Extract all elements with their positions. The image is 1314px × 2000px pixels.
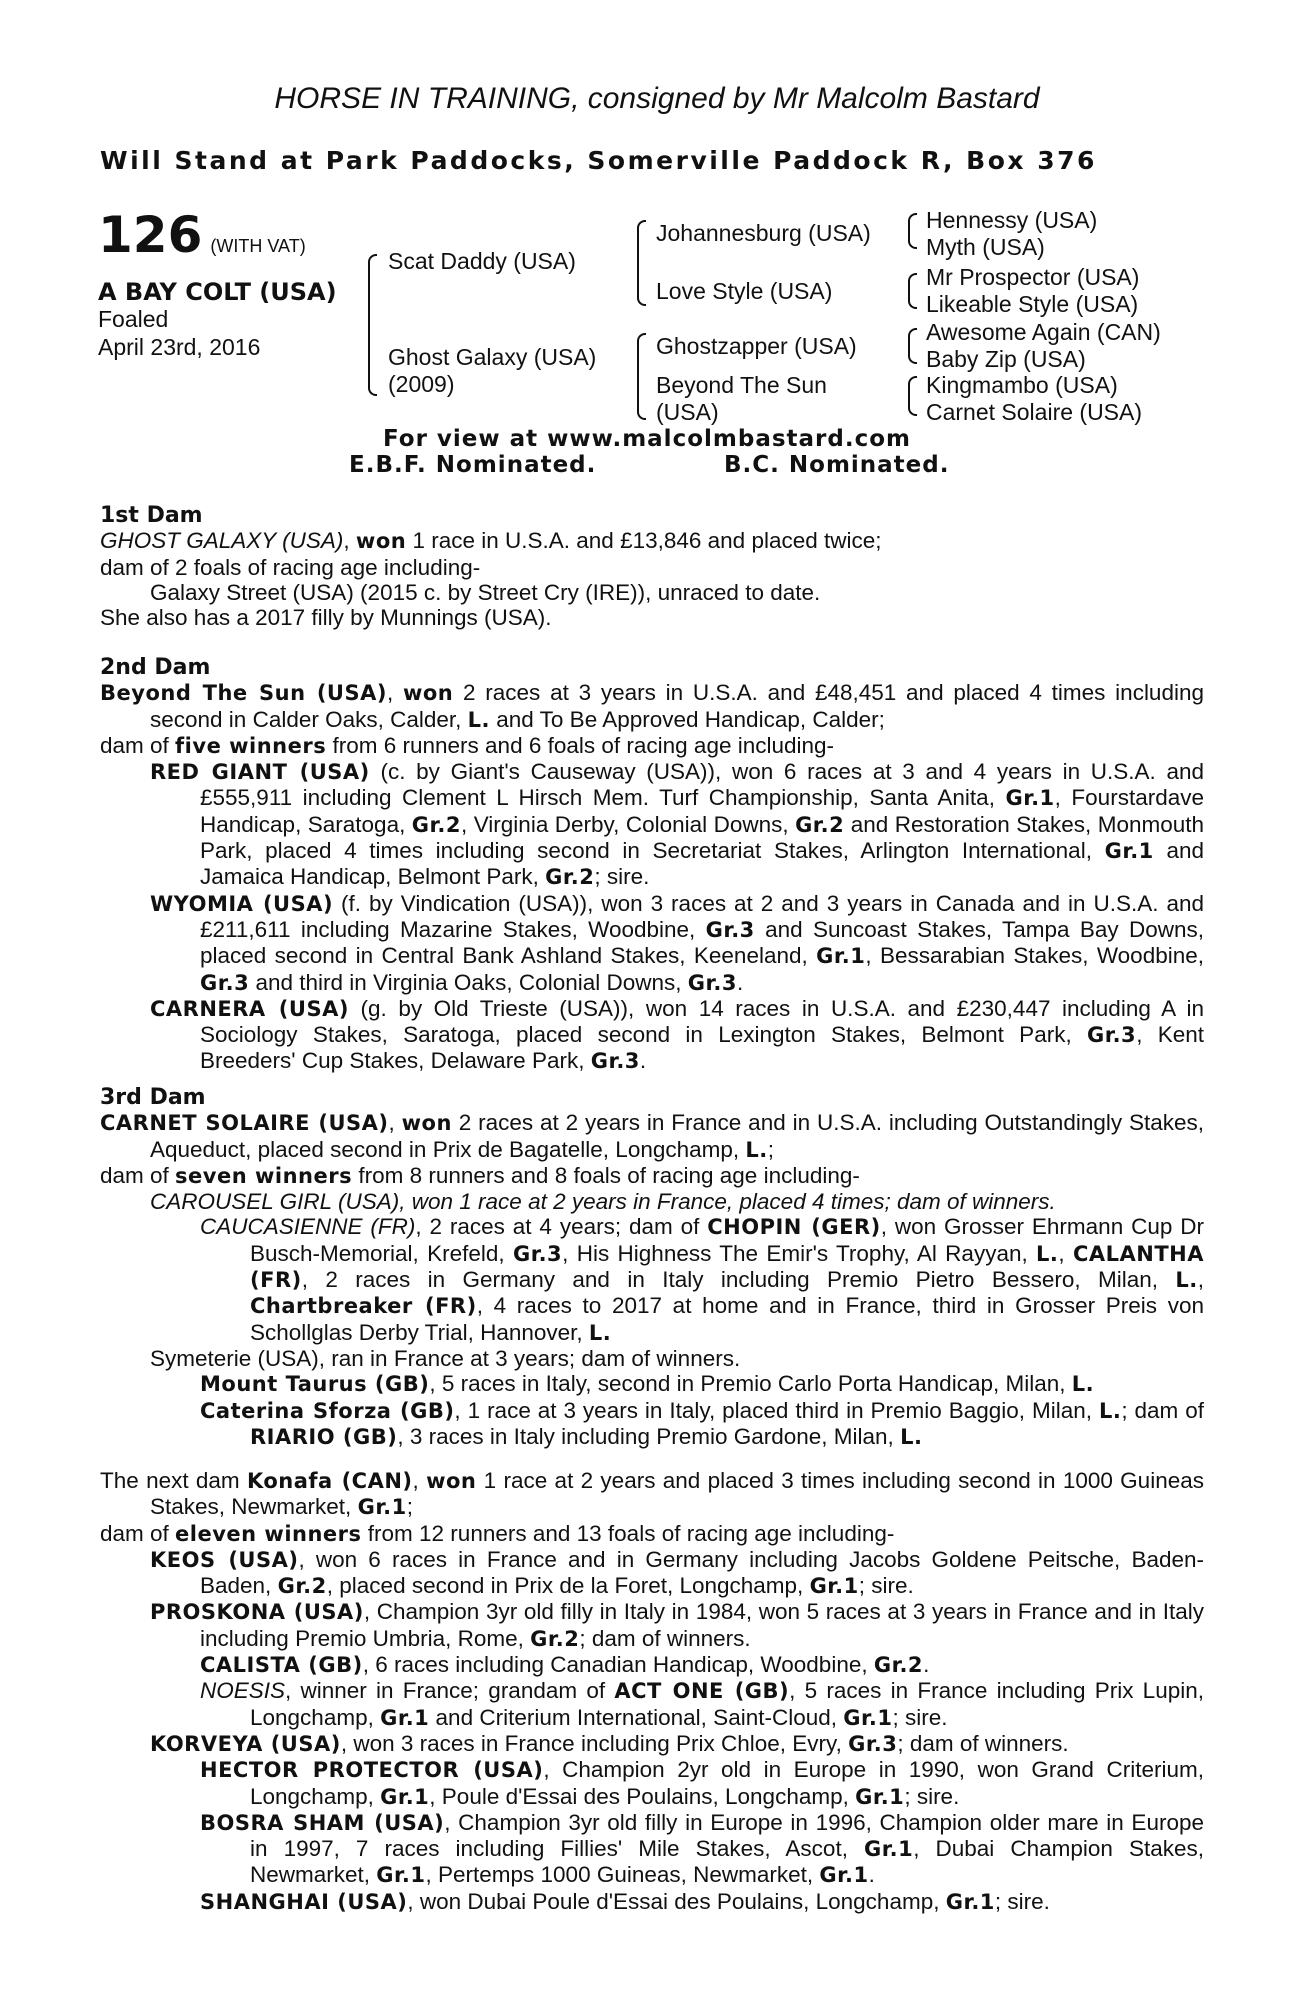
text-run: , won 3 races in France including Prix Chloe, Evry, — [340, 1730, 849, 1756]
pedigree-g3-5: Awesome Again (CAN) — [926, 319, 1161, 345]
bold-run: SHANGHAI (USA) — [200, 1889, 408, 1914]
third-dam-record — [100, 1110, 1204, 1163]
text-run: , Virginia Derby, Colonial Downs, — [461, 811, 796, 837]
bold-run: Konafa (CAN) — [246, 1469, 413, 1493]
text-run: . — [868, 1862, 875, 1888]
text-run: ; sire. — [904, 1783, 960, 1809]
pedigree-g3-3: Mr Prospector (USA) — [926, 264, 1140, 290]
italic-run: GHOST GALAXY (USA) — [100, 528, 344, 554]
bold-run: RIARIO (GB) — [250, 1424, 398, 1449]
bold-run: L. — [1175, 1268, 1198, 1293]
bold-run: L. — [900, 1424, 923, 1449]
bold-run: won — [355, 529, 407, 554]
text-run: , Kent Breeders' Cup Stakes, Delaware Park, — [200, 1022, 1205, 1074]
section-heading: 1st Dam — [100, 503, 203, 528]
text-run: , placed second in Prix de la Foret, Longchamp, — [326, 1573, 810, 1599]
bold-run: Beyond The Sun (USA) — [100, 681, 387, 706]
horse-description: A BAY COLT (USA) — [98, 278, 337, 306]
text-run: and Suncoast Stakes, Tampa Bay Downs, placed second in Central Bank Ashland Stakes, Keeneland, — [200, 916, 1204, 969]
bold-run: L. — [745, 1137, 768, 1162]
pedigree-g3-6: Baby Zip (USA) — [926, 346, 1086, 372]
first-dam-produce-intro — [100, 555, 1204, 580]
italic-run: NOESIS — [200, 1678, 286, 1704]
bold-run: Gr.1 — [843, 1705, 893, 1730]
first-dam-note — [100, 605, 1204, 630]
pedigree-g3-7: Kingmambo (USA) — [926, 372, 1118, 398]
produce-noesis — [100, 1678, 1204, 1731]
bold-run: KORVEYA (USA) — [150, 1731, 341, 1756]
next-dam-produce-intro — [100, 1521, 1204, 1547]
bold-run: PROSKONA (USA) — [150, 1600, 364, 1625]
first-dam-section — [100, 503, 1204, 630]
text-run: , 6 races including Canadian Handicap, Woodbine, — [362, 1652, 874, 1678]
bold-run: RED GIANT (USA) — [150, 760, 370, 785]
bold-run: won — [426, 1469, 477, 1493]
text-run: 2 races at 2 years in France and in U.S.A. including Outstandingly Stakes, Aqueduct, placed second in Prix de Bagatelle, Longchamp, — [150, 1110, 1205, 1162]
bold-run: KEOS (USA) — [150, 1547, 299, 1572]
text-run: . — [736, 969, 744, 995]
text-run: (g. by Old Trieste (USA)), won 14 races in U.S.A. and £230,447 including A in Sociology Stakes, Saratoga, placed second in Lexington Stakes, Belmont Park, — [200, 995, 1204, 1048]
text-run: and Jamaica Handicap, Belmont Park, — [200, 838, 1205, 890]
text-run: Symeterie (USA), ran in France at 3 years; dam of winners. — [150, 1345, 741, 1371]
text-run: ; — [406, 1494, 414, 1520]
pedigree-sire: Scat Daddy (USA) — [388, 248, 576, 274]
bold-run: won — [402, 681, 454, 706]
text-run: , — [343, 528, 356, 554]
bc-nomination: B.C. Nominated. — [724, 452, 950, 478]
pedigree-dam-line2: (2009) — [388, 371, 455, 397]
bold-run: Chartbreaker (FR) — [250, 1294, 477, 1319]
italic-run: , won 1 race at 2 years in France, placed 4 times; dam of winners. — [399, 1189, 1056, 1215]
bold-run: Gr.2 — [545, 865, 595, 890]
produce-calista — [100, 1652, 1204, 1678]
viewing-url: For view at www.malcolmbastard.com — [383, 426, 911, 452]
bold-run: WYOMIA (USA) — [150, 891, 334, 916]
bold-run: Caterina Sforza (GB) — [200, 1398, 455, 1423]
bold-run: Mount Taurus (GB) — [200, 1372, 430, 1397]
bold-run: CARNET SOLAIRE (USA) — [100, 1111, 389, 1136]
pedigree-g3-8: Carnet Solaire (USA) — [926, 399, 1143, 425]
text-run: and Criterium International, Saint-Cloud, — [429, 1704, 844, 1730]
text-run: dam of — [100, 1162, 176, 1188]
second-dam-record — [100, 680, 1204, 733]
text-run: , 5 races in France including Prix Lupin, Longchamp, — [250, 1678, 1204, 1730]
bold-run: Gr.2 — [530, 1626, 580, 1651]
produce-caterina-sforza — [100, 1398, 1204, 1451]
section-heading: 2nd Dam — [100, 655, 211, 680]
next-dam-section — [100, 1468, 1204, 1915]
bold-run: Gr.2 — [277, 1574, 327, 1599]
bold-run: BOSRA SHAM (USA) — [200, 1810, 445, 1835]
produce-wyomia — [100, 891, 1204, 996]
produce-red-giant — [100, 759, 1204, 890]
bold-run: Gr.3 — [1086, 1023, 1137, 1048]
text-run: She also has a 2017 filly by Munnings (USA). — [100, 605, 552, 631]
ebf-nomination: E.B.F. Nominated. — [349, 452, 597, 478]
pedigree-brace-sire — [637, 220, 646, 306]
text-run: Galaxy Street (USA) (2015 c. by Street Cry (IRE)), unraced to date. — [150, 579, 821, 605]
bold-run: Gr.1 — [816, 944, 866, 969]
text-run: . — [639, 1048, 647, 1074]
text-run: dam of — [100, 1520, 176, 1546]
bold-run: won — [401, 1111, 452, 1136]
text-run: ; sire. — [594, 864, 650, 890]
lot-number: 126 — [98, 206, 203, 264]
bold-run: Gr.3 — [512, 1241, 563, 1266]
bold-run: Gr.3 — [200, 970, 250, 995]
text-run: , Fourstardave Handicap, Saratoga, — [200, 785, 1204, 837]
foaled-label: Foaled — [98, 306, 169, 332]
text-run: , His Highness The Emir's Trophy, Al Rayyan, — [562, 1240, 1037, 1266]
italic-run: CAROUSEL GIRL (USA) — [150, 1189, 400, 1215]
bold-run: L. — [1036, 1241, 1059, 1266]
bold-run: Gr.1 — [380, 1705, 430, 1730]
bold-run: Gr.1 — [809, 1574, 859, 1599]
text-run: 1 race at 2 years and placed 3 times including second in 1000 Guineas Stakes, Newmarket, — [150, 1468, 1204, 1520]
text-run: 1 race in U.S.A. and £13,846 and placed twice; — [406, 528, 882, 554]
third-dam-section — [100, 1085, 1204, 1450]
text-run: , Bessarabian Stakes, Woodbine, — [865, 943, 1204, 969]
text-run: , Champion 3yr old filly in Europe in 1996, Champion older mare in Europe in 1997, 7 races including Fillies' Mile Stakes, Ascot, — [250, 1809, 1204, 1862]
pedigree-dam-sire: Ghostzapper (USA) — [656, 333, 857, 359]
text-run: from 12 runners and 13 foals of racing age including- — [361, 1520, 895, 1546]
text-run: , Champion 3yr old filly in Italy in 1984, won 5 races at 3 years in France and in Italy including Premio Umbria, Rome, — [200, 1599, 1205, 1651]
text-run: and To Be Approved Handicap, Calder; — [490, 706, 885, 732]
text-run: , 3 races in Italy including Premio Gardone, Milan, — [397, 1423, 901, 1449]
bold-run: CALISTA (GB) — [200, 1653, 363, 1678]
produce-hector-protector — [100, 1757, 1204, 1810]
bold-run: Gr.3 — [590, 1049, 640, 1074]
bold-run: CHOPIN (GER) — [707, 1215, 881, 1240]
bold-run: HECTOR PROTECTOR (USA) — [200, 1758, 544, 1783]
italic-run: CAUCASIENNE (FR) — [200, 1214, 416, 1240]
pedigree-sire-sire: Johannesburg (USA) — [656, 220, 871, 246]
first-dam-record — [100, 528, 1204, 554]
produce-carnera — [100, 996, 1204, 1075]
pedigree-dam-dam-line2: (USA) — [656, 399, 719, 425]
first-dam-produce-item — [100, 580, 1204, 605]
text-run: , — [388, 1110, 402, 1136]
bold-run: L. — [1098, 1398, 1122, 1423]
vat-note: (WITH VAT) — [210, 236, 306, 256]
text-run: , 4 races to 2017 at home and in France, third in Grosser Preis von Schollglas Derby Trial, Hannover, — [250, 1293, 1204, 1345]
pedigree-brace-g4 — [908, 376, 917, 416]
text-run: (f. by Vindication (USA)), won 3 races at 2 and 3 years in Canada and in U.S.A. and £211,611 including Mazarine Stakes, Woodbine, — [200, 890, 1204, 942]
text-run: 2 races at 3 years in U.S.A. and £48,451 and placed 4 times including second in Calder Oaks, Calder, — [150, 680, 1204, 732]
produce-korveya — [100, 1731, 1204, 1757]
bold-run: Gr.3 — [687, 970, 737, 995]
text-run: ; sire. — [994, 1888, 1050, 1914]
bold-run: L. — [1071, 1372, 1095, 1397]
produce-bosra-sham — [100, 1810, 1204, 1889]
text-run: , 2 races at 4 years; dam of — [415, 1214, 708, 1240]
bold-run: Gr.2 — [873, 1653, 924, 1678]
produce-keos — [100, 1547, 1204, 1600]
pedigree-g3-1: Hennessy (USA) — [926, 207, 1098, 233]
text-run: . — [923, 1652, 930, 1678]
lot-number-line — [98, 206, 306, 264]
text-run: from 6 runners and 6 foals of racing age including- — [326, 732, 835, 758]
text-run: ; — [767, 1136, 775, 1162]
pedigree-brace-g2 — [908, 273, 917, 309]
pedigree-brace-g1 — [908, 213, 917, 249]
bold-run: Gr.1 — [864, 1837, 914, 1862]
text-run: , 5 races in Italy, second in Premio Carlo Porta Handicap, Milan, — [429, 1371, 1072, 1397]
bold-run: CALANTHA (FR) — [250, 1241, 1204, 1293]
text-run: , — [1197, 1267, 1204, 1293]
bold-run: CARNERA (USA) — [150, 996, 349, 1021]
pedigree-brace-main — [368, 254, 377, 396]
produce-shanghai — [100, 1889, 1204, 1915]
pedigree-sire-dam: Love Style (USA) — [656, 278, 833, 304]
text-run: , won Grosser Ehrmann Cup Dr Busch-Memorial, Krefeld, — [250, 1214, 1204, 1266]
stand-location: Will Stand at Park Paddocks, Somerville Paddock R, Box 376 — [100, 146, 1097, 175]
text-run: ; sire. — [892, 1704, 948, 1730]
pedigree-dam-line1: Ghost Galaxy (USA) — [388, 344, 597, 370]
text-run: , Poule d'Essai des Poulains, Longchamp, — [429, 1783, 856, 1809]
pedigree-g3-4: Likeable Style (USA) — [926, 291, 1139, 317]
text-run: ; sire. — [858, 1573, 914, 1599]
bold-run: Gr.3 — [705, 917, 755, 942]
text-run: , 2 races in Germany and in Italy including Premio Pietro Bessero, Milan, — [301, 1267, 1176, 1293]
text-run: , — [412, 1468, 427, 1493]
bold-run: Gr.1 — [855, 1784, 905, 1809]
text-run: dam of 2 foals of racing age including- — [100, 554, 481, 580]
text-run: ; dam of — [1121, 1397, 1204, 1423]
text-run: The next dam — [100, 1468, 247, 1493]
pedigree-g3-2: Myth (USA) — [926, 234, 1045, 260]
consignment-title: HORSE IN TRAINING, consigned by Mr Malcolm Bastard — [274, 82, 1040, 115]
text-run: , Dubai Champion Stakes, Newmarket, — [250, 1836, 1205, 1888]
foaled-date: April 23rd, 2016 — [98, 334, 261, 360]
text-run: , won Dubai Poule d'Essai des Poulains, Longchamp, — [407, 1888, 946, 1914]
bold-run: Gr.1 — [945, 1889, 995, 1914]
next-dam-record — [100, 1468, 1204, 1521]
text-run: , 1 race at 3 years in Italy, placed third in Premio Baggio, Milan, — [454, 1397, 1099, 1423]
bold-run: L. — [588, 1320, 612, 1345]
pedigree-brace-dam — [637, 333, 646, 420]
bold-run: Gr.1 — [376, 1863, 426, 1888]
bold-run: Gr.1 — [1104, 839, 1154, 864]
section-heading: 3rd Dam — [100, 1085, 206, 1110]
third-dam-produce-intro — [100, 1163, 1204, 1189]
text-run: and Restoration Stakes, Monmouth Park, placed 4 times including second in Secretariat Stakes, Arlington International, — [200, 811, 1205, 864]
produce-mount-taurus — [100, 1371, 1204, 1397]
bold-run: Gr.1 — [380, 1784, 430, 1809]
second-dam-produce-intro — [100, 733, 1204, 759]
text-run: (c. by Giant's Causeway (USA)), won 6 races at 3 and 4 years in U.S.A. and £555,911 including Clement L Hirsch Mem. Turf Championship, Santa Anita, — [200, 759, 1205, 811]
text-run: , Champion 2yr old in Europe in 1990, won Grand Criterium, Longchamp, — [250, 1757, 1204, 1809]
text-run: and third in Virginia Oaks, Colonial Downs, — [249, 969, 688, 995]
pedigree-brace-g3 — [908, 328, 917, 364]
text-run: , won 6 races in France and in Germany including Jacobs Goldene Peitsche, Baden-Baden, — [200, 1546, 1205, 1599]
bold-run: Gr.2 — [411, 812, 461, 837]
text-run: dam of — [100, 732, 176, 758]
bold-run: Gr.1 — [357, 1495, 407, 1520]
bold-run: Gr.1 — [819, 1863, 869, 1888]
produce-caucasienne — [100, 1214, 1204, 1345]
bold-run: five winners — [175, 733, 327, 758]
second-dam-section — [100, 655, 1204, 1075]
text-run: ; dam of winners. — [579, 1625, 751, 1651]
bold-run: eleven winners — [175, 1521, 362, 1546]
text-run: , winner in France; grandam of — [285, 1678, 615, 1704]
text-run: , — [1058, 1240, 1073, 1266]
produce-proskona — [100, 1599, 1204, 1652]
bold-run: Gr.1 — [1005, 786, 1055, 811]
text-run: , — [386, 680, 403, 706]
produce-carousel-girl — [100, 1189, 1204, 1214]
bold-run: Gr.3 — [848, 1731, 898, 1756]
bold-run: ACT ONE (GB) — [614, 1679, 790, 1704]
produce-symeterie — [100, 1346, 1204, 1371]
bold-run: Gr.2 — [795, 812, 845, 837]
text-run: , Pertemps 1000 Guineas, Newmarket, — [425, 1862, 820, 1888]
bold-run: L. — [467, 707, 491, 732]
text-run: from 8 runners and 8 foals of racing age including- — [352, 1162, 860, 1188]
pedigree-dam-dam-line1: Beyond The Sun — [656, 372, 827, 398]
bold-run: seven winners — [175, 1163, 353, 1188]
text-run: ; dam of winners. — [897, 1730, 1069, 1756]
